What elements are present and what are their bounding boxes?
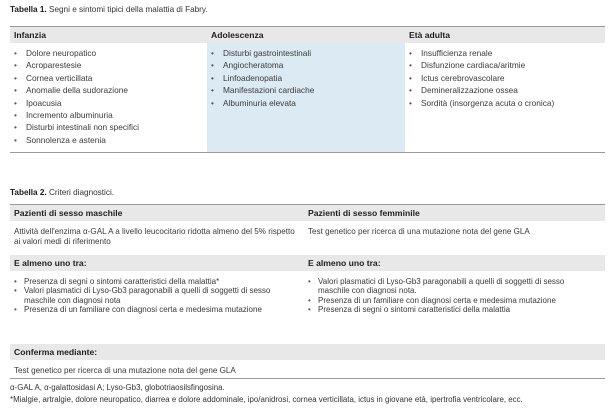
symptom-item: • Anomalie della sudorazione (14, 84, 139, 96)
table2-confirm-row (10, 360, 605, 378)
table1-column-eta-adulta (405, 43, 605, 152)
symptom-item: • Angiocheratoma (211, 59, 314, 71)
almeno-label-female: E almeno uno tra: (308, 258, 381, 268)
symptom-item: • Insufficienza renale (409, 47, 554, 59)
symptom-list-adolescenza (211, 47, 314, 109)
table2-criteria-row (10, 271, 605, 344)
table2-test-row (10, 221, 605, 255)
symptom-list-eta-adulta (409, 47, 554, 109)
table2 (10, 205, 605, 378)
footnote-abbreviations: α-GAL A, α-galattosidasi A; Lyso-Gb3, globotriaosilsfingosina. (10, 383, 225, 392)
table2-caption-text: Criteri diagnostici. (46, 188, 115, 197)
symptom-item: • Sordità (insorgenza acuta o cronica) (409, 97, 554, 109)
table1-header-adolescenza: Adolescenza (207, 27, 405, 43)
table2-header-row (10, 205, 605, 221)
symptom-item: • Dolore neuropatico (14, 47, 139, 59)
male-test-text: Attività dell'enzima α-GAL A a livello leucocitario ridotta almeno del 5% rispetto ai valori medi di riferimento (14, 227, 295, 246)
symptom-item: • Disturbi intestinali non specifici (14, 121, 139, 133)
table1-header-infanzia: Infanzia (10, 27, 207, 43)
symptom-list-infanzia (14, 47, 139, 146)
table1 (10, 27, 605, 152)
criteria-item: • Presenza di un familiare con diagnosi certa e medesima mutazione (308, 296, 593, 305)
symptom-item: • Manifestazioni cardiache (211, 84, 314, 96)
symptom-item: • Cornea verticillata (14, 72, 139, 84)
symptom-item: • Acroparestesie (14, 59, 139, 71)
table2-bottom-rule (10, 378, 605, 379)
table1-column-adolescenza (207, 43, 405, 152)
confirm-text: Test genetico per ricerca di una mutazione nota del gene GLA (14, 366, 236, 375)
table1-caption-text: Segni e sintomi tipici della malattia di Fabry. (46, 5, 208, 14)
criteria-item: • Valori plasmatici di Lyso-Gb3 paragonabili a quelli di soggetti di sesso maschile con diagnosi nota (14, 286, 299, 305)
table1-bottom-rule (10, 152, 605, 153)
confirm-label: Conferma mediante: (14, 347, 98, 357)
criteria-item: • Presenza di segni o sintomi caratteristici della malattia (308, 305, 593, 314)
symptom-item: • Ipoacusia (14, 97, 139, 109)
table2-caption-label: Tabella 2. (10, 188, 47, 197)
symptom-item: • Albuminuria elevata (211, 97, 314, 109)
table2-caption (10, 188, 114, 197)
criteria-item: • Presenza di un familiare con diagnosi certa e medesima mutazione (14, 305, 299, 314)
female-test-text: Test genetico per ricerca di una mutazione nota del gene GLA (308, 227, 530, 236)
symptom-item: • Disturbi gastrointestinali (211, 47, 314, 59)
table1-column-infanzia (10, 43, 207, 152)
header-male: Pazienti di sesso maschile (14, 208, 123, 218)
symptom-item: • Disfunzione cardiaca/aritmie (409, 59, 554, 71)
header-female: Pazienti di sesso femminile (308, 208, 420, 218)
symptom-item: • Sonnolenza e astenia (14, 134, 139, 146)
table1-caption (10, 5, 208, 14)
symptom-item: • Linfoadenopatia (211, 72, 314, 84)
criteria-item: • Presenza di segni o sintomi caratteristici della malattia* (14, 277, 299, 286)
table1-header-eta-adulta: Età adulta (405, 27, 605, 43)
male-criteria-list (14, 277, 299, 314)
symptom-item: • Ictus cerebrovascolare (409, 72, 554, 84)
table1-caption-label: Tabella 1. (10, 5, 47, 14)
table2-almeno-row (10, 255, 605, 271)
almeno-label-male: E almeno uno tra: (14, 258, 87, 268)
symptom-item: • Demineralizzazione ossea (409, 84, 554, 96)
table2-confirm-header-row (10, 344, 605, 360)
criteria-item: • Valori plasmatici di Lyso-Gb3 paragonabili a quelli di soggetti di sesso maschile con diagnosi nota. (308, 277, 593, 296)
female-criteria-list (308, 277, 593, 314)
footnote-asterisk: *Mialgie, artralgie, dolore neuropatico, diarrea e dolore addominale, ipo/anidrosi, cornea verticillata, ictus in giovane età, ipertrofia ventricolare, ecc. (10, 395, 523, 404)
symptom-item: • Incremento albuminuria (14, 109, 139, 121)
